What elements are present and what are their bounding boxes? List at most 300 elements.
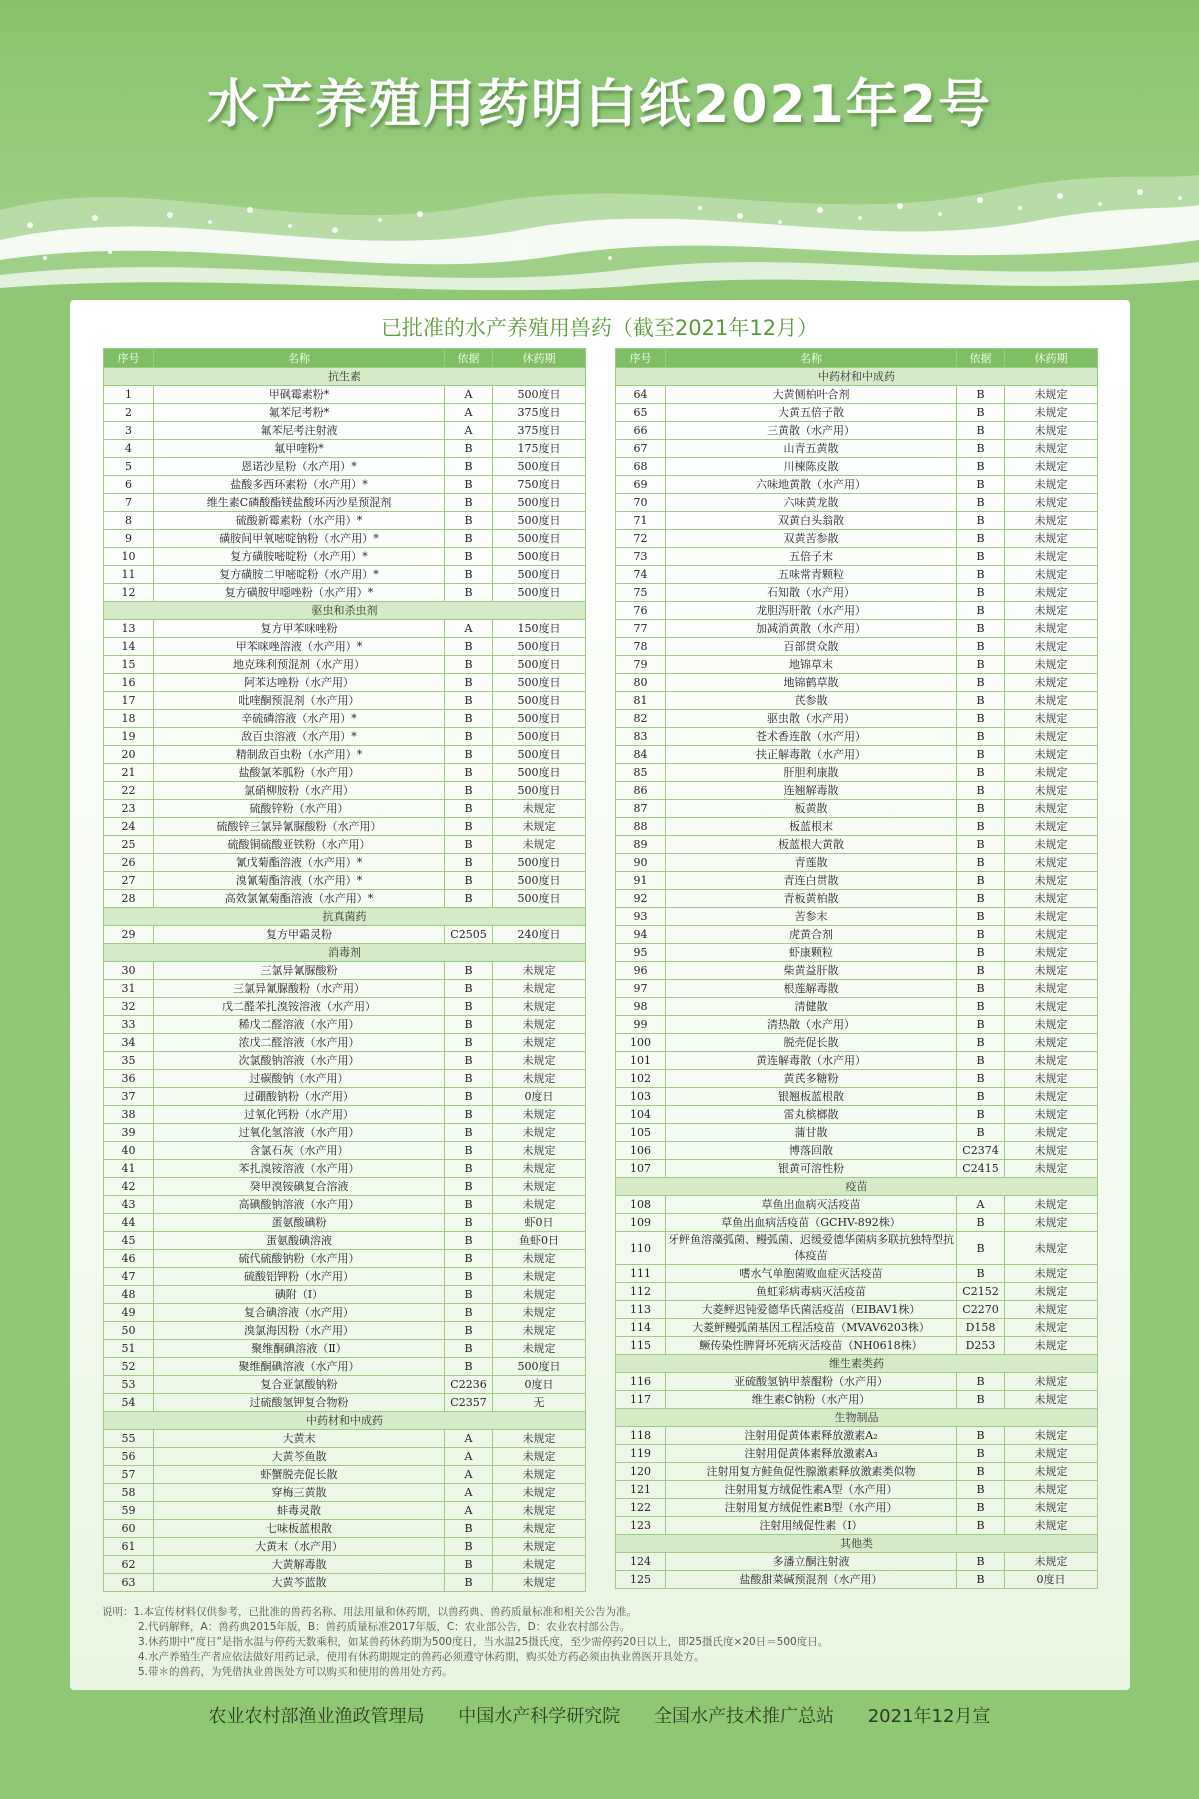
cell-no: 50	[104, 1322, 154, 1340]
cell-no: 55	[104, 1430, 154, 1448]
table-row	[616, 602, 1098, 620]
cell-no: 39	[104, 1124, 154, 1142]
cell-no: 16	[104, 674, 154, 692]
cell-period: 未规定	[493, 1574, 586, 1592]
cell-name: 七味板蓝根散	[154, 1520, 445, 1538]
table-row	[104, 1124, 586, 1142]
header-no: 序号	[616, 349, 666, 368]
cell-basis: B	[445, 494, 493, 512]
cell-basis: B	[957, 656, 1005, 674]
cell-basis: B	[445, 818, 493, 836]
cell-no: 7	[104, 494, 154, 512]
header-name: 名称	[666, 349, 957, 368]
cell-name: 高效氯氰菊酯溶液（水产用）*	[154, 890, 445, 908]
cell-basis: C2152	[957, 1283, 1005, 1301]
cell-no: 65	[616, 404, 666, 422]
cell-name: 三氯异氰脲酸粉	[154, 962, 445, 980]
cell-basis: B	[957, 836, 1005, 854]
cell-basis: A	[445, 404, 493, 422]
cell-period: 未规定	[1005, 692, 1098, 710]
table-row	[616, 656, 1098, 674]
cell-name: 银翘板蓝根散	[666, 1088, 957, 1106]
cell-name: 过硫酸氢钾复合物粉	[154, 1394, 445, 1412]
table-row	[104, 1430, 586, 1448]
cell-period: 未规定	[1005, 1016, 1098, 1034]
cell-no: 14	[104, 638, 154, 656]
table-row	[616, 638, 1098, 656]
cell-basis: B	[445, 764, 493, 782]
cell-period: 未规定	[493, 1304, 586, 1322]
table-row	[616, 908, 1098, 926]
cell-period: 未规定	[1005, 1481, 1098, 1499]
cell-name: 盐酸多西环素粉（水产用）*	[154, 476, 445, 494]
table-row	[104, 1214, 586, 1232]
cell-period: 未规定	[1005, 620, 1098, 638]
cell-period: 0度日	[493, 1376, 586, 1394]
table-row	[616, 764, 1098, 782]
table-header-row	[104, 349, 586, 368]
cell-name: 双黄苦参散	[666, 530, 957, 548]
table-row	[104, 1484, 586, 1502]
cell-name: 地克珠利预混剂（水产用）	[154, 656, 445, 674]
footer-issuers	[0, 1702, 1199, 1728]
cell-period: 虾0日	[493, 1214, 586, 1232]
cell-period: 未规定	[1005, 998, 1098, 1016]
cell-no: 101	[616, 1052, 666, 1070]
cell-basis: A	[445, 422, 493, 440]
cell-name: 复方磺胺二甲嘧啶粉（水产用）*	[154, 566, 445, 584]
cell-period: 未规定	[1005, 458, 1098, 476]
cell-basis: B	[957, 1088, 1005, 1106]
cell-basis: B	[957, 422, 1005, 440]
table-row	[616, 1301, 1098, 1319]
cell-period: 500度日	[493, 548, 586, 566]
category-label: 抗生素	[104, 368, 586, 386]
cell-name: 蛋氨酸碘溶液	[154, 1232, 445, 1250]
cell-period: 未规定	[493, 1466, 586, 1484]
table-row	[104, 1142, 586, 1160]
cell-period: 未规定	[1005, 386, 1098, 404]
cell-name: 大黄解毒散	[154, 1556, 445, 1574]
cell-period: 未规定	[1005, 782, 1098, 800]
table-row	[104, 1034, 586, 1052]
cell-no: 41	[104, 1160, 154, 1178]
cell-basis: B	[445, 1196, 493, 1214]
cell-no: 51	[104, 1340, 154, 1358]
table-row	[616, 620, 1098, 638]
cell-no: 97	[616, 980, 666, 998]
cell-no: 47	[104, 1268, 154, 1286]
category-row	[104, 1412, 586, 1430]
cell-period: 未规定	[1005, 476, 1098, 494]
cell-basis: B	[957, 890, 1005, 908]
table-row	[616, 944, 1098, 962]
cell-name: 聚维酮碘溶液（Ⅱ）	[154, 1340, 445, 1358]
cell-no: 9	[104, 530, 154, 548]
table-row	[616, 1319, 1098, 1337]
cell-no: 4	[104, 440, 154, 458]
cell-basis: B	[957, 962, 1005, 980]
cell-no: 8	[104, 512, 154, 530]
cell-no: 114	[616, 1319, 666, 1337]
table-row	[616, 1106, 1098, 1124]
cell-period: 未规定	[1005, 638, 1098, 656]
cell-basis: B	[445, 1142, 493, 1160]
cell-name: 盐酸甜菜碱预混剂（水产用）	[666, 1571, 957, 1589]
cell-no: 98	[616, 998, 666, 1016]
cell-no: 77	[616, 620, 666, 638]
cell-basis: B	[445, 476, 493, 494]
cell-period: 500度日	[493, 386, 586, 404]
cell-period: 未规定	[1005, 566, 1098, 584]
cell-no: 76	[616, 602, 666, 620]
cell-period: 未规定	[493, 836, 586, 854]
cell-name: 黄连解毒散（水产用）	[666, 1052, 957, 1070]
table-row	[616, 800, 1098, 818]
header-period: 休药期	[1005, 349, 1098, 368]
cell-no: 72	[616, 530, 666, 548]
cell-name: 大黄末	[154, 1430, 445, 1448]
cell-basis: B	[957, 1034, 1005, 1052]
drug-table-left	[103, 348, 586, 1592]
table-row	[616, 746, 1098, 764]
table-row	[104, 818, 586, 836]
cell-period: 未规定	[493, 1178, 586, 1196]
table-row	[616, 1142, 1098, 1160]
cell-name: 虾康颗粒	[666, 944, 957, 962]
cell-basis: B	[445, 1106, 493, 1124]
cell-name: 盐酸氯苯胍粉（水产用）	[154, 764, 445, 782]
cell-no: 54	[104, 1394, 154, 1412]
table-row	[616, 1283, 1098, 1301]
cell-name: 苦参末	[666, 908, 957, 926]
cell-no: 117	[616, 1391, 666, 1409]
cell-basis: B	[957, 1517, 1005, 1535]
table-row	[104, 494, 586, 512]
cell-period: 未规定	[1005, 1142, 1098, 1160]
cell-name: 草鱼出血病灭活疫苗	[666, 1196, 957, 1214]
cell-basis: B	[957, 710, 1005, 728]
cell-basis: B	[957, 584, 1005, 602]
cell-basis: B	[445, 1232, 493, 1250]
cell-name: 地锦草末	[666, 656, 957, 674]
table-row	[104, 692, 586, 710]
cell-basis: B	[957, 1016, 1005, 1034]
table-row	[616, 1571, 1098, 1589]
table-row	[616, 728, 1098, 746]
cell-no: 88	[616, 818, 666, 836]
cell-basis: B	[957, 530, 1005, 548]
category-row	[616, 1355, 1098, 1373]
cell-basis: B	[445, 1250, 493, 1268]
cell-basis: C2374	[957, 1142, 1005, 1160]
cell-name: 五味常青颗粒	[666, 566, 957, 584]
cell-basis: B	[445, 854, 493, 872]
cell-basis: B	[957, 746, 1005, 764]
category-label: 消毒剂	[104, 944, 586, 962]
cell-name: 肝胆利康散	[666, 764, 957, 782]
header-basis: 依据	[957, 349, 1005, 368]
table-row	[104, 1556, 586, 1574]
cell-period: 未规定	[1005, 728, 1098, 746]
cell-basis: B	[445, 1340, 493, 1358]
cell-no: 108	[616, 1196, 666, 1214]
cell-basis: C2270	[957, 1301, 1005, 1319]
cell-basis: B	[957, 1553, 1005, 1571]
table-row	[104, 1196, 586, 1214]
category-row	[104, 908, 586, 926]
table-row	[104, 530, 586, 548]
cell-basis: B	[957, 854, 1005, 872]
cell-basis: B	[445, 1574, 493, 1592]
cell-no: 82	[616, 710, 666, 728]
cell-name: 亚硫酸氢钠甲萘醌粉（水产用）	[666, 1373, 957, 1391]
cell-name: 高碘酸钠溶液（水产用）	[154, 1196, 445, 1214]
cell-no: 102	[616, 1070, 666, 1088]
cell-period: 240度日	[493, 926, 586, 944]
cell-basis: B	[957, 1124, 1005, 1142]
table-row	[104, 1286, 586, 1304]
cell-no: 99	[616, 1016, 666, 1034]
category-label: 驱虫和杀虫剂	[104, 602, 586, 620]
table-row	[104, 1088, 586, 1106]
table-row	[104, 1340, 586, 1358]
cell-period: 未规定	[1005, 1373, 1098, 1391]
cell-period: 500度日	[493, 764, 586, 782]
cell-period: 500度日	[493, 458, 586, 476]
cell-name: 大黄芩鱼散	[154, 1448, 445, 1466]
cell-name: 注射用绒促性素（Ⅰ）	[666, 1517, 957, 1535]
cell-basis: B	[445, 1520, 493, 1538]
cell-basis: B	[445, 1538, 493, 1556]
cell-period: 未规定	[1005, 494, 1098, 512]
note-line: 3.休药期中“度日”是指水温与停药天数乘积，如某兽药休药期为500度日，当水温25摄氏度，至少需停药20日以上，即25摄氏度×20日＝500度日。	[138, 1636, 829, 1648]
cell-no: 63	[104, 1574, 154, 1592]
cell-no: 96	[616, 962, 666, 980]
cell-period: 未规定	[1005, 1301, 1098, 1319]
table-row	[104, 1502, 586, 1520]
table-row	[616, 998, 1098, 1016]
cell-no: 46	[104, 1250, 154, 1268]
cell-no: 40	[104, 1142, 154, 1160]
note-line: 4.水产养殖生产者应依法做好用药记录，使用有休药期规定的兽药必须遵守休药期，购买处方药必须由执业兽医开具处方。	[138, 1651, 705, 1663]
table-row	[104, 638, 586, 656]
cell-no: 106	[616, 1142, 666, 1160]
cell-name: 复方甲苯咪唑粉	[154, 620, 445, 638]
cell-period: 未规定	[493, 1286, 586, 1304]
cell-no: 112	[616, 1283, 666, 1301]
cell-no: 69	[616, 476, 666, 494]
cell-no: 107	[616, 1160, 666, 1178]
cell-name: 注射用促黄体素释放激素A₃	[666, 1445, 957, 1463]
cell-period: 500度日	[493, 494, 586, 512]
cell-name: 多潘立酮注射液	[666, 1553, 957, 1571]
cell-name: 过氧化氢溶液（水产用）	[154, 1124, 445, 1142]
cell-no: 44	[104, 1214, 154, 1232]
cell-no: 21	[104, 764, 154, 782]
cell-period: 未规定	[1005, 710, 1098, 728]
cell-basis: B	[957, 1052, 1005, 1070]
cell-period: 未规定	[1005, 1232, 1098, 1265]
cell-name: 大菱鲆鳗弧菌基因工程活疫苗（MVAV6203株）	[666, 1319, 957, 1337]
table-subtitle: 已批准的水产养殖用兽药（截至2021年12月）	[380, 316, 819, 340]
cell-period: 500度日	[493, 530, 586, 548]
cell-no: 28	[104, 890, 154, 908]
table-row	[616, 440, 1098, 458]
cell-period: 未规定	[1005, 1517, 1098, 1535]
cell-name: 柴黄益肝散	[666, 962, 957, 980]
cell-basis: B	[957, 674, 1005, 692]
cell-period: 未规定	[1005, 836, 1098, 854]
issuer-name: 全国水产技术推广总站	[654, 1706, 834, 1727]
cell-basis: B	[957, 1373, 1005, 1391]
cell-no: 27	[104, 872, 154, 890]
header-banner	[0, 0, 1199, 305]
issuer-name: 中国水产科学研究院	[458, 1706, 621, 1727]
cell-basis: B	[957, 782, 1005, 800]
table-row	[616, 548, 1098, 566]
cell-basis: B	[445, 638, 493, 656]
cell-basis: B	[957, 1499, 1005, 1517]
cell-no: 30	[104, 962, 154, 980]
cell-name: 氯硝柳胺粉（水产用）	[154, 782, 445, 800]
table-row	[616, 386, 1098, 404]
cell-basis: B	[957, 1265, 1005, 1283]
cell-period: 未规定	[493, 1538, 586, 1556]
cell-basis: B	[957, 1427, 1005, 1445]
table-row	[104, 440, 586, 458]
cell-period: 未规定	[493, 1502, 586, 1520]
table-row	[104, 926, 586, 944]
cell-no: 45	[104, 1232, 154, 1250]
cell-basis: B	[445, 1286, 493, 1304]
table-row	[104, 1232, 586, 1250]
cell-name: 百部贯众散	[666, 638, 957, 656]
cell-name: 吡喹酮预混剂（水产用）	[154, 692, 445, 710]
table-row	[104, 1574, 586, 1592]
cell-basis: B	[957, 764, 1005, 782]
cell-period: 未规定	[1005, 404, 1098, 422]
cell-name: 大菱鲆迟钝爱德华氏菌活疫苗（EIBAV1株）	[666, 1301, 957, 1319]
table-row	[104, 620, 586, 638]
cell-basis: B	[957, 566, 1005, 584]
table-row	[104, 836, 586, 854]
cell-no: 11	[104, 566, 154, 584]
cell-name: 清热散（水产用）	[666, 1016, 957, 1034]
cell-no: 38	[104, 1106, 154, 1124]
cell-basis: B	[445, 1052, 493, 1070]
table-row	[104, 1376, 586, 1394]
cell-period: 未规定	[1005, 1214, 1098, 1232]
cell-period: 未规定	[493, 1070, 586, 1088]
cell-name: 板蓝根大黄散	[666, 836, 957, 854]
cell-basis: A	[445, 1502, 493, 1520]
category-label: 抗真菌药	[104, 908, 586, 926]
cell-basis: B	[445, 1214, 493, 1232]
table-row	[616, 926, 1098, 944]
cell-basis: B	[445, 872, 493, 890]
table-row	[616, 1265, 1098, 1283]
cell-no: 32	[104, 998, 154, 1016]
cell-basis: B	[445, 512, 493, 530]
category-label: 中药材和中成药	[616, 368, 1098, 386]
cell-no: 83	[616, 728, 666, 746]
cell-no: 58	[104, 1484, 154, 1502]
cell-name: 注射用复方绒促性素B型（水产用）	[666, 1499, 957, 1517]
cell-no: 66	[616, 422, 666, 440]
cell-period: 500度日	[493, 566, 586, 584]
cell-no: 61	[104, 1538, 154, 1556]
cell-name: 地锦鹤草散	[666, 674, 957, 692]
table-row	[104, 566, 586, 584]
cell-period: 500度日	[493, 638, 586, 656]
category-label: 中药材和中成药	[104, 1412, 586, 1430]
cell-basis: B	[957, 1481, 1005, 1499]
cell-name: 加减消黄散（水产用）	[666, 620, 957, 638]
cell-no: 35	[104, 1052, 154, 1070]
cell-period: 未规定	[1005, 1088, 1098, 1106]
cell-period: 未规定	[1005, 1499, 1098, 1517]
cell-name: 甲砜霉素粉*	[154, 386, 445, 404]
cell-name: 六味地黄散（水产用）	[666, 476, 957, 494]
cell-name: 青莲散	[666, 854, 957, 872]
cell-name: 嗜水气单胞菌败血症灭活疫苗	[666, 1265, 957, 1283]
cell-name: 脱壳促长散	[666, 1034, 957, 1052]
table-row	[616, 1052, 1098, 1070]
note-line: 5.带＊的兽药，为凭借执业兽医处方可以购买和使用的兽用处方药。	[138, 1666, 453, 1678]
cell-name: 磺胺间甲氧嘧啶钠粉（水产用）*	[154, 530, 445, 548]
cell-name: 根莲解毒散	[666, 980, 957, 998]
table-row	[616, 1124, 1098, 1142]
cell-basis: B	[445, 1556, 493, 1574]
category-row	[616, 1535, 1098, 1553]
cell-basis: B	[957, 1571, 1005, 1589]
cell-basis: B	[957, 548, 1005, 566]
cell-name: 穿梅三黄散	[154, 1484, 445, 1502]
cell-period: 未规定	[493, 1430, 586, 1448]
cell-period: 未规定	[1005, 1319, 1098, 1337]
cell-name: 癸甲溴铵碘复合溶液	[154, 1178, 445, 1196]
cell-no: 12	[104, 584, 154, 602]
cell-name: 清健散	[666, 998, 957, 1016]
cell-name: 阿苯达唑粉（水产用）	[154, 674, 445, 692]
cell-basis: B	[445, 674, 493, 692]
table-row	[104, 854, 586, 872]
cell-no: 105	[616, 1124, 666, 1142]
table-row	[104, 386, 586, 404]
cell-name: 草鱼出血病活疫苗（GCHV-892株）	[666, 1214, 957, 1232]
cell-period: 500度日	[493, 674, 586, 692]
cell-basis: B	[957, 620, 1005, 638]
cell-period: 未规定	[1005, 872, 1098, 890]
cell-name: 聚维酮碘溶液（水产用）	[154, 1358, 445, 1376]
table-row	[104, 872, 586, 890]
cell-basis: C2505	[445, 926, 493, 944]
cell-basis: B	[957, 476, 1005, 494]
category-label: 其他类	[616, 1535, 1098, 1553]
cell-period: 500度日	[493, 890, 586, 908]
cell-period: 未规定	[493, 1268, 586, 1286]
cell-period: 未规定	[493, 818, 586, 836]
cell-name: 蒲甘散	[666, 1124, 957, 1142]
table-row	[616, 782, 1098, 800]
cell-period: 未规定	[1005, 1160, 1098, 1178]
cell-name: 注射用促黄体素释放激素A₂	[666, 1427, 957, 1445]
cell-period: 未规定	[1005, 1391, 1098, 1409]
cell-name: 硫酸新霉素粉（水产用）*	[154, 512, 445, 530]
table-row	[104, 1016, 586, 1034]
cell-no: 120	[616, 1463, 666, 1481]
